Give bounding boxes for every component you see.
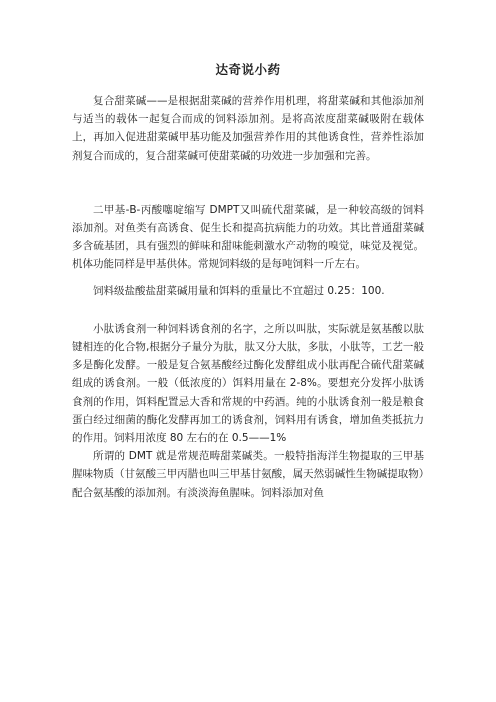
paragraph-betaine-dosage: 饲料级盐酸盐甜菜碱用量和饵料的重量比不宜超过 0.25：100. (93, 284, 385, 297)
paragraph-compound-betaine: 复合甜菜碱——是根据甜菜碱的营养作用机理，将甜菜碱和其他添加剂与适当的载体一起复合而成的饲料添加剂。是将高浓度甜菜碱吸附在载体上，再加入促进甜菜碱甲基功能及加强营养作用的其他诱食性，营养性添加剂复合而成的，复合甜菜碱可使甜菜碱的功效进一步加强和完善。 (72, 95, 424, 162)
paragraph-peptide-attractant: 小肽诱食剂一种饲料诱食剂的名字，之所以叫肽，实际就是氨基酸以肽键相连的化合物,根据分子量分为肽，肽又分大肽，多肽，小肽等，工艺一般多是酶化发酵。一般是复合氨基酸经过酶化发酵组成小肽再配合硫代甜菜碱组成的诱食剂。一般（低浓度的）饵料用量在 2-8%。要想充分发挥小肽诱食剂的作用，饵料配置忌大香和常规的中药酒。纯的小肽诱食剂一般是粮食蛋白经过细菌的酶化发酵再加工的诱食剂，饲料用有诱食，增加鱼类抵抗力的作用。饲料用浓度 80 左右的在 0.5——1% (72, 322, 424, 445)
spacer (72, 300, 424, 320)
spacer (72, 274, 424, 282)
paragraph-dmt: 所谓的 DMT 就是常规范畴甜菜碱类。一般特指海洋生物提取的三甲基腥味物质（甘氨酸三甲丙腊也叫三甲基甘氨酸，属天然弱碱性生物碱提取物）配合氨基酸的添加剂。有淡淡海鱼腥味。饲料添加对鱼 (72, 450, 424, 499)
document-title: 达奇说小药 (215, 62, 281, 77)
paragraph-dmpt: 二甲基-Β-丙酸噻啶缩写 DMPT又叫硫代甜菜碱，是一种较高级的饲料添加剂。对鱼类有高诱食、促生长和提高抗病能力的功效。其比普通甜菜碱多含硫基团，具有强烈的鲜味和甜味能刺激水产动物的嗅觉，味觉及视觉。机体功能同样是甲基供体。常规饲料级的是每吨饲料一斤左右。 (72, 203, 424, 271)
spacer (72, 165, 424, 201)
